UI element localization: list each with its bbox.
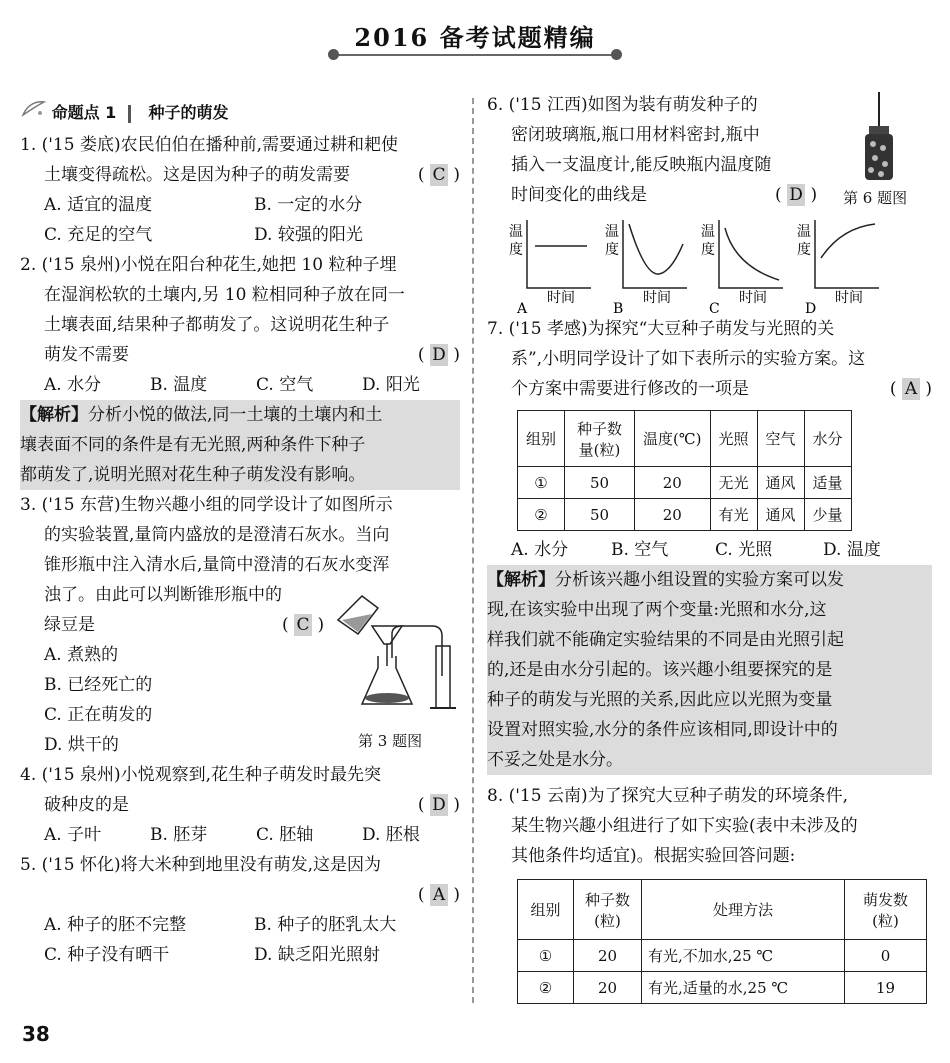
topic-title: 种子的萌发 bbox=[148, 103, 229, 122]
q1-line-2: 土壤变得疏松。这是因为种子的萌发需要 ( C ) bbox=[44, 165, 460, 185]
chart-ylabel-2: 度 bbox=[701, 242, 715, 258]
q2-line-2: 在湿润松软的土壤内,另 10 粒相同种子放在同一 bbox=[44, 285, 405, 305]
chart-ylabel-1: 温 bbox=[701, 224, 715, 240]
left-column bbox=[20, 96, 460, 970]
table-row: ② 50 20 有光 通风 少量 bbox=[518, 499, 852, 531]
q8-table bbox=[517, 879, 927, 1004]
q2-explanation: 【解析】分析小悦的做法,同一土壤的土壤内和土 壤表面不同的条件是有无光照,两种条件下种子 都萌发了,说明光照对花生种子萌发没有影响。 bbox=[20, 400, 460, 490]
chart-ylabel-2: 度 bbox=[605, 242, 619, 258]
rule-dot-right bbox=[611, 49, 622, 60]
q1-option-a: A. 适宜的温度 bbox=[44, 195, 153, 215]
leaf-icon bbox=[20, 97, 46, 131]
temp-chart-b bbox=[583, 216, 691, 314]
chart-xlabel: 时间 bbox=[643, 290, 671, 306]
page-number: 38 bbox=[22, 1022, 50, 1046]
q1-options-row-2 bbox=[20, 220, 460, 250]
q2-line-1: 2. ('15 泉州)小悦在阳台种花生,她把 10 粒种子埋 bbox=[20, 255, 397, 275]
question-4: 4. ('15 泉州)小悦观察到,花生种子萌发时最先突 破种皮的是 ( D ) A. 子叶 B. 胚芽 C. 胚轴 D. 胚根 bbox=[20, 760, 460, 850]
temp-chart-d bbox=[775, 216, 883, 314]
topic-bar bbox=[128, 105, 131, 123]
temp-chart-c bbox=[679, 216, 787, 314]
chart-ylabel-2: 度 bbox=[509, 242, 523, 258]
q1-option-c: C. 充足的空气 bbox=[44, 225, 153, 245]
q3-line-1: 3. ('15 东营)生物兴趣小组的同学设计了如图所示 bbox=[20, 495, 393, 515]
topic-heading bbox=[20, 96, 460, 130]
q1-option-d: D. 较强的阳光 bbox=[254, 225, 363, 245]
q6-charts bbox=[487, 216, 932, 314]
q1-answer: C bbox=[430, 164, 448, 186]
question-8: 8. ('15 云南)为了探究大豆种子萌发的环境条件, 某生物兴趣小组进行了如下实验(表中未涉及的 其他条件均适宜)。根据实验回答问题: 组别 种子数(粒) 处理方法 萌发数(粒) ① 20 有光,不加水,25 ℃ 0 ② 20 有光,适量的水,25 ℃ 19 bbox=[487, 781, 932, 1004]
q4-options: A. 子叶 B. 胚芽 C. 胚轴 D. 胚根 bbox=[44, 825, 420, 845]
chart-axes bbox=[527, 220, 591, 288]
topic-label: 命题点 1 bbox=[51, 103, 117, 122]
q3-apparatus-figure bbox=[332, 586, 462, 716]
chart-xlabel: 时间 bbox=[835, 290, 863, 306]
chart-curve bbox=[821, 224, 875, 258]
table-row: ① 50 20 无光 通风 适量 bbox=[518, 467, 852, 499]
q5-answer: A bbox=[430, 884, 448, 906]
q2-line-4: 萌发不需要 ( D ) bbox=[44, 345, 460, 365]
temp-chart-a bbox=[487, 216, 595, 314]
q2-answer: D bbox=[430, 344, 448, 366]
q2-line-3: 土壤表面,结果种子都萌发了。这说明花生种子 bbox=[44, 315, 390, 335]
chart-axes bbox=[623, 220, 687, 288]
chart-curve bbox=[725, 228, 779, 280]
rule-dot-left bbox=[328, 49, 339, 60]
question-7: 7. ('15 孝感)为探究“大豆种子萌发与光照的关 系”,小明同学设计了如下表所示的实验方案。这 个方案中需要进行修改的一项是 ( A ) 组别 种子数量(粒) 温度(℃) 光照 空气 水分 ① 50 20 无光 通风 适量 ② 50 20 有光 通风 少量 A. 水分 B. 空气 C. 光照 D. 温度 【解析】分析该兴趣小组设置的实验方案可以发 现,在该实验中出现了两个变量:光照和水分,这 样我们就不能确定实验结果的不同是由光照引起 的,还是由水分引起的。该兴趣小组要探究的是 种子的萌发与光照的关系,因此应以光照为变量 设置对照实验,水分的条件应该相同,即设计中的 不妥之处是水分。 bbox=[487, 314, 932, 775]
chart-letter: C bbox=[709, 301, 720, 314]
question-2 bbox=[20, 250, 460, 490]
column-divider bbox=[472, 98, 474, 1003]
chart-curve bbox=[629, 224, 683, 274]
q6-answer: D bbox=[787, 184, 805, 206]
header-rule bbox=[335, 54, 615, 56]
chart-ylabel-1: 温 bbox=[509, 224, 523, 240]
q1-option-b: B. 一定的水分 bbox=[254, 195, 363, 215]
q3-figure-caption: 第 3 题图 bbox=[358, 732, 423, 750]
right-column bbox=[487, 90, 932, 1004]
question-6: 6. ('15 江西)如图为装有萌发种子的 密闭玻璃瓶,瓶口用材料密封,瓶中 插入一支温度计,能反映瓶内温度随 时间变化的曲线是 ( D ) 第 6 题图 温 度 时间 A 温 度 时间 B 温 度 时间 C 温 度 时间 D bbox=[487, 90, 932, 314]
q7-explanation: 【解析】分析该兴趣小组设置的实验方案可以发 现,在该实验中出现了两个变量:光照和水分,这 样我们就不能确定实验结果的不同是由光照引起 的,还是由水分引起的。该兴趣小组要探究的是 种子的萌发与光照的关系,因此应以光照为变量 设置对照实验,水分的条件应该相同,即设计中的 不妥之处是水分。 bbox=[487, 565, 932, 775]
question-5: 5. ('15 怀化)将大米种到地里没有萌发,这是因为 ( A ) A. 种子的胚不完整 B. 种子的胚乳太大 C. 种子没有晒干 D. 缺乏阳光照射 bbox=[20, 855, 460, 965]
chart-xlabel: 时间 bbox=[739, 290, 767, 306]
chart-ylabel-1: 温 bbox=[605, 224, 619, 240]
q7-table bbox=[517, 410, 852, 531]
q1-line-1: 1. ('15 娄底)农民伯伯在播种前,需要通过耕和耙使 bbox=[20, 135, 399, 155]
chart-ylabel-1: 温 bbox=[797, 224, 811, 240]
q1-options-row-1 bbox=[20, 190, 460, 220]
table-header-row: 组别 种子数量(粒) 温度(℃) 光照 空气 水分 bbox=[518, 411, 852, 467]
chart-letter: A bbox=[517, 301, 528, 314]
q2-options: A. 水分 B. 温度 C. 空气 D. 阳光 bbox=[44, 375, 420, 395]
chart-ylabel-2: 度 bbox=[797, 242, 811, 258]
chart-letter: B bbox=[613, 301, 624, 314]
chart-xlabel: 时间 bbox=[547, 290, 575, 306]
q4-answer: D bbox=[430, 794, 448, 816]
q7-options: A. 水分 B. 空气 C. 光照 D. 温度 bbox=[511, 540, 881, 560]
table-row: ② 20 有光,适量的水,25 ℃ 19 bbox=[518, 972, 927, 1004]
q3-answer: C bbox=[294, 614, 312, 636]
question-3: 3. ('15 东营)生物兴趣小组的同学设计了如图所示 的实验装置,量筒内盛放的是澄清石灰水。当向 锥形瓶中注入清水后,量筒中澄清的石灰水变浑 浊了。由此可以判断锥形瓶中的 绿豆是 ( C ) A. 煮熟的 B. 已经死亡的 C. 正在萌发的 D. 烘干的 第 3 题图 bbox=[20, 490, 460, 760]
page-header bbox=[0, 14, 950, 64]
chart-letter: D bbox=[805, 301, 817, 314]
q6-figure-caption: 第 6 题图 bbox=[843, 189, 908, 207]
q6-jar-figure bbox=[859, 92, 899, 182]
question-1 bbox=[20, 130, 460, 250]
table-header-row: 组别 种子数(粒) 处理方法 萌发数(粒) bbox=[518, 880, 927, 940]
table-row: ① 20 有光,不加水,25 ℃ 0 bbox=[518, 940, 927, 972]
q7-answer: A bbox=[902, 378, 920, 400]
header-title: 2016 备考试题精编 bbox=[354, 23, 596, 52]
